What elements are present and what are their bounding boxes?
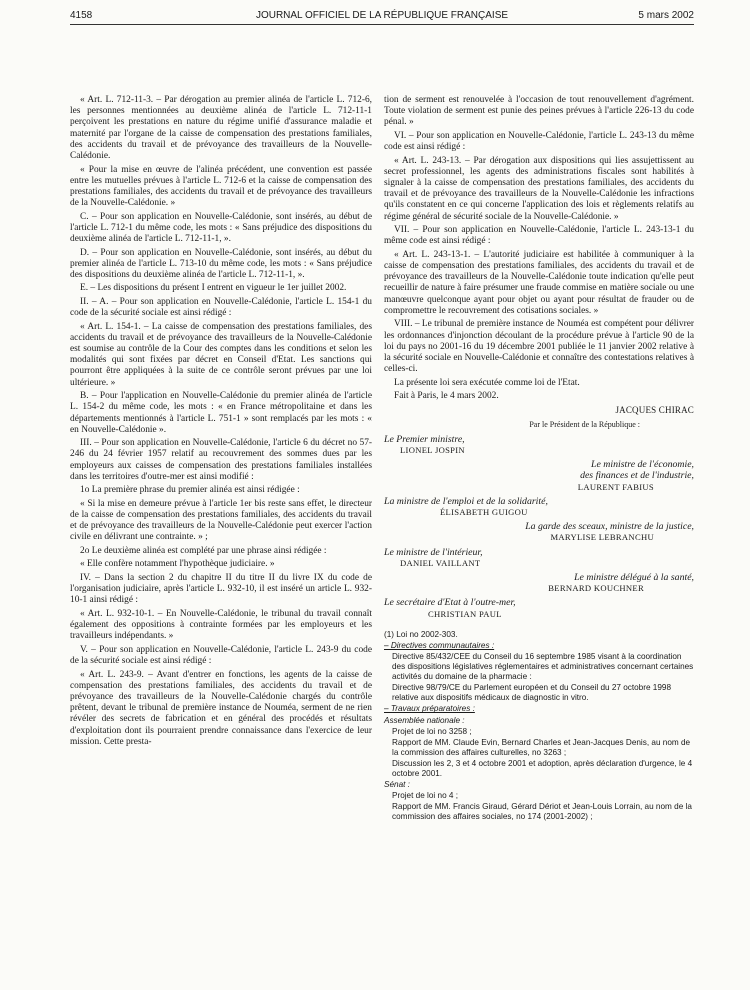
signatory-economie: [384, 459, 694, 493]
paragraph: « Si la mise en demeure prévue à l'article 1er bis reste sans effet, le directeur de la caisse de compensation des prestations familiales, des accidents du travail et de prévoyance des travailleurs de la Nouvelle-Calédonie peut exercer l'action civile en délivrant une contrainte. » ;: [70, 498, 372, 543]
paragraph: E. – Les dispositions du présent I entrent en vigueur le 1er juillet 2002.: [80, 283, 347, 294]
signatory-name: CHRISTIAN PAUL: [428, 608, 502, 619]
page-header: [70, 8, 694, 24]
signatory-role: Le Premier ministre,: [384, 433, 465, 445]
paragraph: 2o Le deuxième alinéa est complété par une phrase ainsi rédigée :: [80, 545, 327, 556]
paragraph: « Art. L. 932-10-1. – En Nouvelle-Calédonie, le tribunal du travail connaît également des oppositions à contrainte formées par les employeurs et les travailleurs indépendants. »: [70, 608, 372, 642]
signatory-premier-ministre: [384, 434, 694, 456]
signatory-outre-mer: [384, 597, 694, 619]
senat-note: Projet de loi no 4 ;: [392, 791, 458, 801]
paragraph: « Elle confère notamment l'hypothèque judiciaire. »: [80, 559, 275, 570]
paragraph: IV. – Dans la section 2 du chapitre II du titre II du livre IX du code de l'organisation judiciaire, après l'article L. 932-10, il est inséré un article L. 932-10-1 ainsi rédigé :: [70, 572, 372, 606]
header-rule: [70, 24, 694, 25]
directive-note: Directive 98/79/CE du Parlement européen et du Conseil du 27 octobre 1998 relative aux dispositifs médicaux de diagnostic in vitro.: [392, 683, 672, 703]
directive-note: Directive 85/432/CEE du Conseil du 16 septembre 1985 visant à la coordination des dispositions législatives réglementaires et administratives concernant certaines activités du domaine de la pharmacie :: [392, 652, 694, 682]
paragraph: C. – Pour son application en Nouvelle-Calédonie, sont insérés, au début de l'article L. 712-1 du même code, les mots : « Sans préjudice des dispositions du deuxième alinéa de l'article L. 712-11-1, ».: [70, 211, 372, 245]
signatory-role: La garde des sceaux, ministre de la justice,: [525, 521, 694, 533]
footnotes: [384, 630, 694, 823]
paragraph: III. – Pour son application en Nouvelle-Calédonie, l'article 6 du décret no 57-246 du 24 février 1957 relatif au recouvrement des sommes dues par les employeurs aux caisses de compensation des prestations familiales installées dans les territoires d'outre-mer est ainsi modifié :: [70, 438, 372, 482]
signatory-name: MARYLISE LEBRANCHU: [550, 532, 654, 543]
paragraph: « Art. L. 243-13. – Par dérogation aux dispositions qui lies assujettissent au secret professionnel, les agents des administrations fiscales sont habilités à signaler à la caisse de compensation des prestations familiales, des accidents du travail et de prévoyance des travailleurs de la Nouvelle-Calédonie les infractions qu'ils constatent en ce qui concerne l'application des lois et règlements relatifs au régime général de sécurité sociale de la Nouvelle-Calédonie. »: [384, 155, 694, 222]
signatory-name: LIONEL JOSPIN: [400, 444, 465, 455]
paragraph: D. – Pour son application en Nouvelle-Calédonie, sont insérés, au début du premier alinéa de l'article L. 713-10 du même code, les mots : « Sans préjudice des dispositions du deuxième alinéa de l'article L. 712-11-1, ».: [70, 247, 372, 280]
senat-heading: Sénat :: [384, 780, 410, 790]
left-column: [70, 95, 372, 750]
paragraph: B. – Pour l'application en Nouvelle-Calédonie du premier alinéa de l'article L. 154-2 du même code, les mots : « en France métropolitaine et dans les départements mentionnés à l'article L. 751-1 » sont remplacés par les mots : « en Nouvelle-Calédonie ».: [70, 391, 372, 435]
signatory-name: BERNARD KOUCHNER: [548, 583, 644, 594]
assemblee-note: Projet de loi no 3258 ;: [392, 726, 472, 736]
signatory-emploi: [384, 496, 694, 518]
assemblee-note: Rapport de MM. Claude Evin, Bernard Charles et Jean-Jacques Denis, au nom de la commission des affaires culturelles, no 3263 ;: [392, 737, 691, 757]
assemblee-heading: Assemblée nationale :: [384, 715, 465, 725]
paragraph: VIII. – Le tribunal de première instance de Nouméa est compétent pour délivrer les ordonnances d'injonction découlant de la procédure prévue à l'article 90 de la loi du pays no 2001-16 du 19 décembre 2001 publiée le 11 janvier 2002 relative à la sécurité sociale en Nouvelle-Calédonie et connaître des contestations relatives à celles-ci.: [384, 319, 694, 375]
paragraph: La présente loi sera exécutée comme loi de l'Etat.: [394, 377, 580, 388]
paragraph: VI. – Pour son application en Nouvelle-Calédonie, l'article L. 243-13 du même code est ainsi rédigé :: [384, 130, 694, 153]
page-number: 4158: [70, 10, 93, 21]
paragraph: II. – A. – Pour son application en Nouvelle-Calédonie, l'article L. 154-1 du code de la sécurité sociale est ainsi rédigé :: [70, 296, 372, 319]
signatory-role: Le ministre de l'économie,: [591, 459, 694, 471]
assemblee-note: Discussion les 2, 3 et 4 octobre 2001 et adoption, après déclaration d'urgence, le 4 octobre 2001.: [392, 758, 693, 779]
right-column: [384, 95, 694, 824]
paragraph: « Art. L. 712-11-3. – Par dérogation au premier alinéa de l'article L. 712-6, les personnes mentionnées au deuxième alinéa de l'article L. 712-11-1 perçoivent les prestations en nature du régime unifié d'assurance maladie et maternité par l'organe de la caisse de compensation des prestations familiales, des accidents du travail et de prévoyance des travailleurs de la Nouvelle-Calédonie.: [70, 95, 372, 162]
signatory-name: DANIEL VAILLANT: [400, 557, 481, 568]
paragraph: Fait à Paris, le 4 mars 2002.: [394, 391, 499, 402]
signatory-sante: [384, 572, 694, 594]
signatory-name: ÉLISABETH GUIGOU: [440, 506, 528, 517]
journal-title: JOURNAL OFFICIEL DE LA RÉPUBLIQUE FRANÇAISE: [255, 10, 509, 21]
paragraph: « Art. L. 243-9. – Avant d'entrer en fonctions, les agents de la caisse de compensation des prestations familiales, des accidents du travail et de prévoyance des travailleurs de la Nouvelle-Calédonie chargés du contrôle prêtent, devant le tribunal de première instance de Nouméa, serment de ne rien révéler des secrets de fabrication et en général des procédés et résultats d'exploitation dont ils pourraient prendre connaissance dans l'exercice de leur mission. Cette presta-: [70, 669, 372, 747]
travaux-heading: – Travaux préparatoires :: [384, 704, 475, 714]
paragraph: tion de serment est renouvelée à l'occasion de tout renouvellement d'agrément. Toute violation de serment est punie des peines prévues à l'article 226-13 du code pénal. »: [384, 95, 694, 128]
loi-number: (1) Loi no 2002-303.: [384, 629, 458, 639]
paragraph: V. – Pour son application en Nouvelle-Calédonie, l'article L. 243-9 du code de la sécurité sociale est ainsi rédigé :: [70, 644, 372, 666]
signatory-role: La ministre de l'emploi et de la solidarité,: [384, 495, 548, 507]
president-signature: JACQUES CHIRAC: [615, 405, 694, 416]
directives-heading: – Directives communautaires :: [384, 640, 495, 650]
senat-note: Rapport de MM. Francis Giraud, Gérard Dériot et Jean-Louis Lorrain, au nom de la commission des affaires sociales, no 174 (2001-2002) ;: [392, 802, 692, 822]
signatory-role: Le ministre de l'intérieur,: [384, 546, 483, 558]
signatory-role: Le ministre délégué à la santé,: [574, 572, 694, 583]
paragraph: VII. – Pour son application en Nouvelle-Calédonie, l'article L. 243-13-1 du même code est ainsi rédigé :: [384, 225, 694, 247]
paragraph: « Art. L. 154-1. – La caisse de compensation des prestations familiales, des accidents du travail et de prévoyance des travailleurs de la Nouvelle-Calédonie est soumise au contrôle de la Cour des comptes dans les conditions et selon les modalités qui sont fixées par décret en Conseil d'Etat. Les sanctions qui pourront être appliquées à la suite de ce contrôle seront prévues par une loi ultérieure. »: [70, 321, 372, 388]
paragraph: 1o La première phrase du premier alinéa est ainsi rédigée :: [80, 485, 300, 496]
publication-date: 5 mars 2002: [638, 10, 694, 21]
paragraph: « Art. L. 243-13-1. – L'autorité judiciaire est habilitée à communiquer à la caisse de compensation des prestations familiales, des accidents du travail et de prévoyance des travailleurs de la Nouvelle-Calédonie toute indication qu'elle peut recueillir de nature à faire présumer une fraude commise en matière sociale ou une manœuvre quelconque ayant pour objet ou ayant pour résultat de frauder ou de compromettre le recouvrement des cotisations sociales. »: [384, 249, 695, 316]
signatory-justice: [384, 521, 694, 543]
par-le-president: Par le Président de la République :: [529, 419, 640, 429]
signatory-interieur: [384, 547, 694, 569]
signatory-name: LAURENT FABIUS: [577, 481, 654, 492]
paragraph: « Pour la mise en œuvre de l'alinéa précédent, une convention est passée entre les mutuelles prévues à l'article L. 712-6 et la caisse de compensation des prestations familiales, des accidents du travail et de prévoyance des travailleurs de la Nouvelle-Calédonie. »: [70, 164, 372, 209]
signatory-role-line2: des finances et de l'industrie,: [580, 470, 694, 482]
signatory-role: Le secrétaire d'Etat à l'outre-mer,: [384, 597, 516, 609]
